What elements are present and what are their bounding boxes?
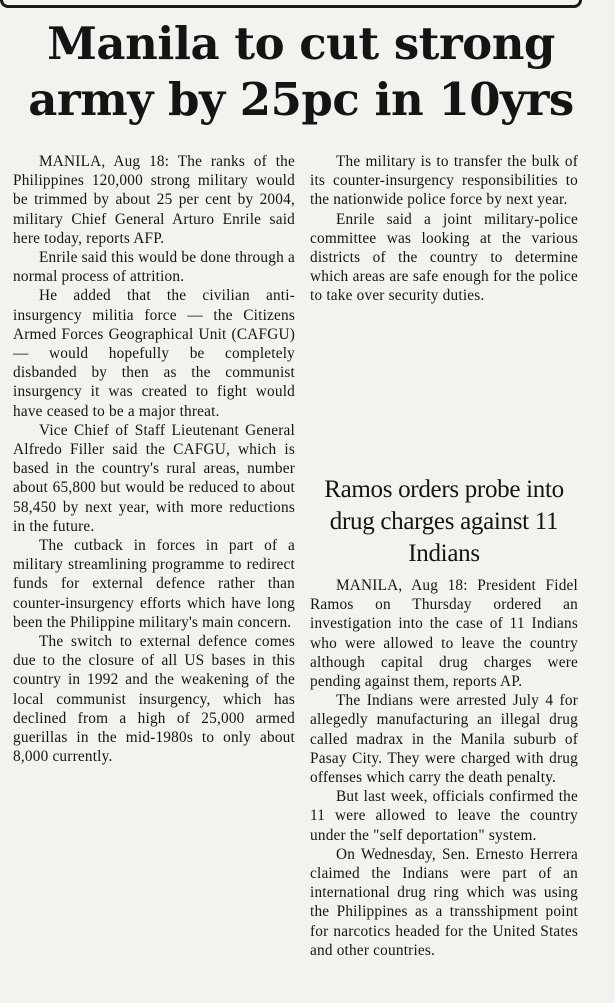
article-paragraph: The Indians were arrested July 4 for allegedly manufacturing an illegal drug called madrax in the Manila suburb of Pasay City. They were charged with drug offenses which carry the death penalty. [310, 692, 578, 787]
second-article [310, 474, 578, 960]
second-headline: Ramos orders probe into drug charges against 11 Indians [324, 476, 564, 567]
article-paragraph: On Wednesday, Sen. Ernesto Herrera claimed the Indians were part of an international drug ring which was using the Philippines as a transshipment point for narcotics headed for the United States and other countries. [310, 845, 578, 959]
article-paragraph: But last week, officials confirmed the 11 were allowed to leave the country under the "self deportation" system. [310, 788, 578, 844]
left-column [13, 152, 295, 767]
article-paragraph: Enrile said a joint military-police committee was looking at the various districts of the country to determine which areas are safe enough for the police to take over security duties. [310, 210, 578, 305]
article-paragraph: Enrile said this would be done through a normal process of attrition. [13, 249, 295, 286]
article-paragraph: The cutback in forces in part of a military streamlining programme to redirect funds for external defence rather than counter-insurgency efforts which have long been the Philippine military's main concern. [13, 537, 295, 631]
main-headline: Manila to cut strong army by 25pc in 10yrs [28, 17, 574, 126]
top-border-rule [0, 0, 582, 8]
article-paragraph: He added that the civilian anti-insurgency militia force — the Citizens Armed Forces Geographical Unit (CAFGU) — would hopefully be completely disbanded by then as the communist insurgency it was created to fight would have ceased to be a major threat. [13, 287, 295, 420]
article-paragraph: MANILA, Aug 18: President Fidel Ramos on Thursday ordered an investigation into the case of 11 Indians who were allowed to leave the country although capital drug charges were pending against them, reports AP. [310, 577, 578, 691]
article-paragraph: MANILA, Aug 18: The ranks of the Philippines 120,000 strong military would be trimmed by about 25 per cent by 2004, military Chief General Arturo Enrile said here today, reports AFP. [13, 153, 295, 247]
article-paragraph: The military is to transfer the bulk of its counter-insurgency responsibilities to the nationwide police force by next year. [310, 153, 578, 209]
right-column [310, 152, 578, 959]
article-paragraph: Vice Chief of Staff Lieutenant General Alfredo Filler said the CAFGU, which is based in the country's rural areas, number about 65,800 but would be reduced to about 58,450 by next year, with more reductions in the future. [13, 421, 295, 535]
article-paragraph: The switch to external defence comes due to the closure of all US bases in this country in 1992 and the weakening of the local communist insurgency, which has declined from a high of 25,000 armed guerillas in the mid-1980s to only about 8,000 currently. [13, 633, 295, 766]
